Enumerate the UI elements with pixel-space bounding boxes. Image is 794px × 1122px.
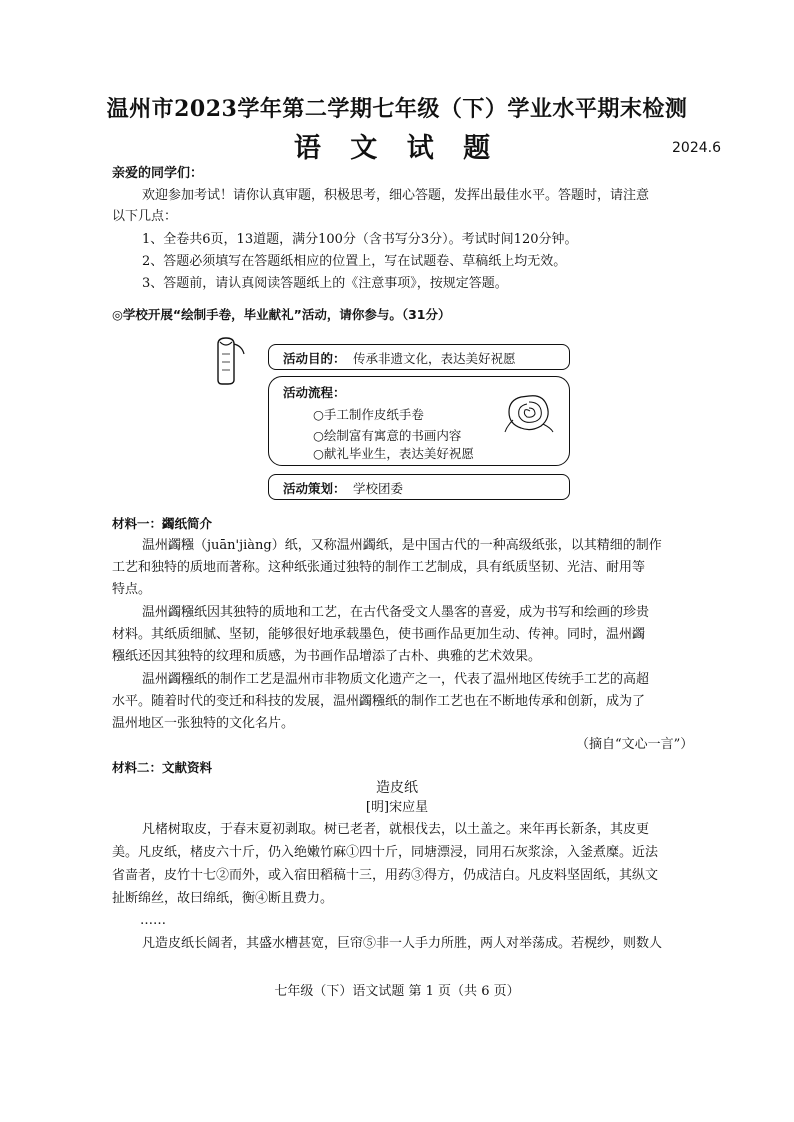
purpose-text: 传承非遗文化，表达美好祝愿 — [353, 351, 516, 366]
activity-heading: ◎学校开展“绘制手卷，毕业献礼”活动，请你参与。（31分） — [112, 307, 451, 322]
process-item: ○绘制富有寓意的书画内容 — [313, 428, 462, 443]
process-item: ○手工制作皮纸手卷 — [313, 407, 424, 422]
material1-line: 糨纸还因其独特的纹理和质感，为书画作品增添了古朴、典雅的艺术效果。 — [112, 649, 542, 664]
material1-source: （摘自“文心一言”） — [576, 737, 694, 752]
material1-line: 水平。随着时代的变迁和科技的发展，温州蠲糨纸的制作工艺也在不断地传承和创新，成为了 — [112, 694, 646, 709]
rose-icon — [503, 390, 555, 434]
activity-planner-box — [268, 474, 570, 500]
instruction-item: 2、答题必须填写在答题纸相应的位置上，写在试题卷、草稿纸上均无效。 — [142, 254, 567, 269]
material1-line: 特点。 — [112, 582, 152, 597]
subject-title: 语 文 试 题 — [293, 133, 501, 164]
page-footer: 七年级（下）语文试题 第 1 页（共 6 页） — [274, 984, 520, 999]
planner-text: 学校团委 — [353, 481, 404, 496]
material2-line: 美。凡皮纸，楮皮六十斤，仍入绝嫩竹麻①四十斤，同塘漂浸，同用石灰浆涂，入釜煮糜。近法 — [112, 845, 659, 860]
ellipsis: …… — [140, 913, 166, 928]
instruction-item: 1、全卷共6页，13道题，满分100分（含书写分3分）。考试时间120分钟。 — [142, 232, 578, 247]
material2-line: 省啬者，皮竹十七②而外，或入宿田稻稿十三，用药③得方，仍成洁白。凡皮料坚固纸，其纵文 — [112, 868, 659, 883]
instruction-item: 3、答题前，请认真阅读答题纸上的《注意事项》，按规定答题。 — [142, 276, 508, 291]
material1-heading: 材料一：蠲纸简介 — [112, 516, 213, 531]
process-label: 活动流程： — [283, 385, 346, 400]
material1-line: 温州蠲糨（juān'jiàng）纸，又称温州蠲纸，是中国古代的一种高级纸张，以其精细的制作 — [142, 538, 662, 553]
material2-line: 凡楮树取皮，于春末夏初剥取。树已老者，就根伐去，以土盖之。来年再长新条，其皮更 — [142, 822, 650, 837]
planner-label: 活动策划： — [283, 481, 346, 496]
exam-date: 2024.6 — [672, 140, 721, 156]
material1-line: 材料。其纸质细腻、坚韧，能够很好地承载墨色，使书画作品更加生动、传神。同时，温州蠲 — [112, 627, 646, 642]
exam-title: 温州市2023学年第二学期七年级（下）学业水平期末检测 — [106, 96, 688, 122]
material1-line: 温州蠲糨纸的制作工艺是温州市非物质文化遗产之一，代表了温州地区传统手工艺的高超 — [142, 672, 650, 687]
activity-purpose-box — [268, 344, 570, 370]
intro-line: 欢迎参加考试！请你认真审题，积极思考，细心答题，发挥出最佳水平。答题时，请注意 — [142, 188, 650, 203]
process-item: ○献礼毕业生，表达美好祝愿 — [313, 446, 474, 461]
material1-line: 温州蠲糨纸因其独特的质地和工艺，在古代备受文人墨客的喜爱，成为书写和绘画的珍贵 — [142, 605, 650, 620]
intro-line: 以下几点： — [112, 209, 178, 224]
greeting: 亲爱的同学们： — [112, 166, 204, 181]
material2-line: 扯断绵丝，故曰绵纸，衡④断且费力。 — [112, 891, 334, 906]
material1-line: 工艺和独特的质地而著称。这种纸张通过独特的制作工艺制成，具有纸质坚韧、光洁、耐用等 — [112, 560, 646, 575]
text-title: 造皮纸 — [376, 780, 418, 796]
purpose-label: 活动目的： — [283, 351, 346, 366]
material1-line: 温州地区一张独特的文化名片。 — [112, 716, 295, 731]
scroll-icon — [212, 334, 248, 386]
material2-heading: 材料二：文献资料 — [112, 760, 213, 775]
material2-line: 凡造皮纸长阔者，其盛水槽甚宽，巨帘⑤非一人手力所胜，两人对举荡成。若榥纱，则数人 — [142, 936, 663, 951]
text-author: [明]宋应星 — [365, 800, 429, 815]
